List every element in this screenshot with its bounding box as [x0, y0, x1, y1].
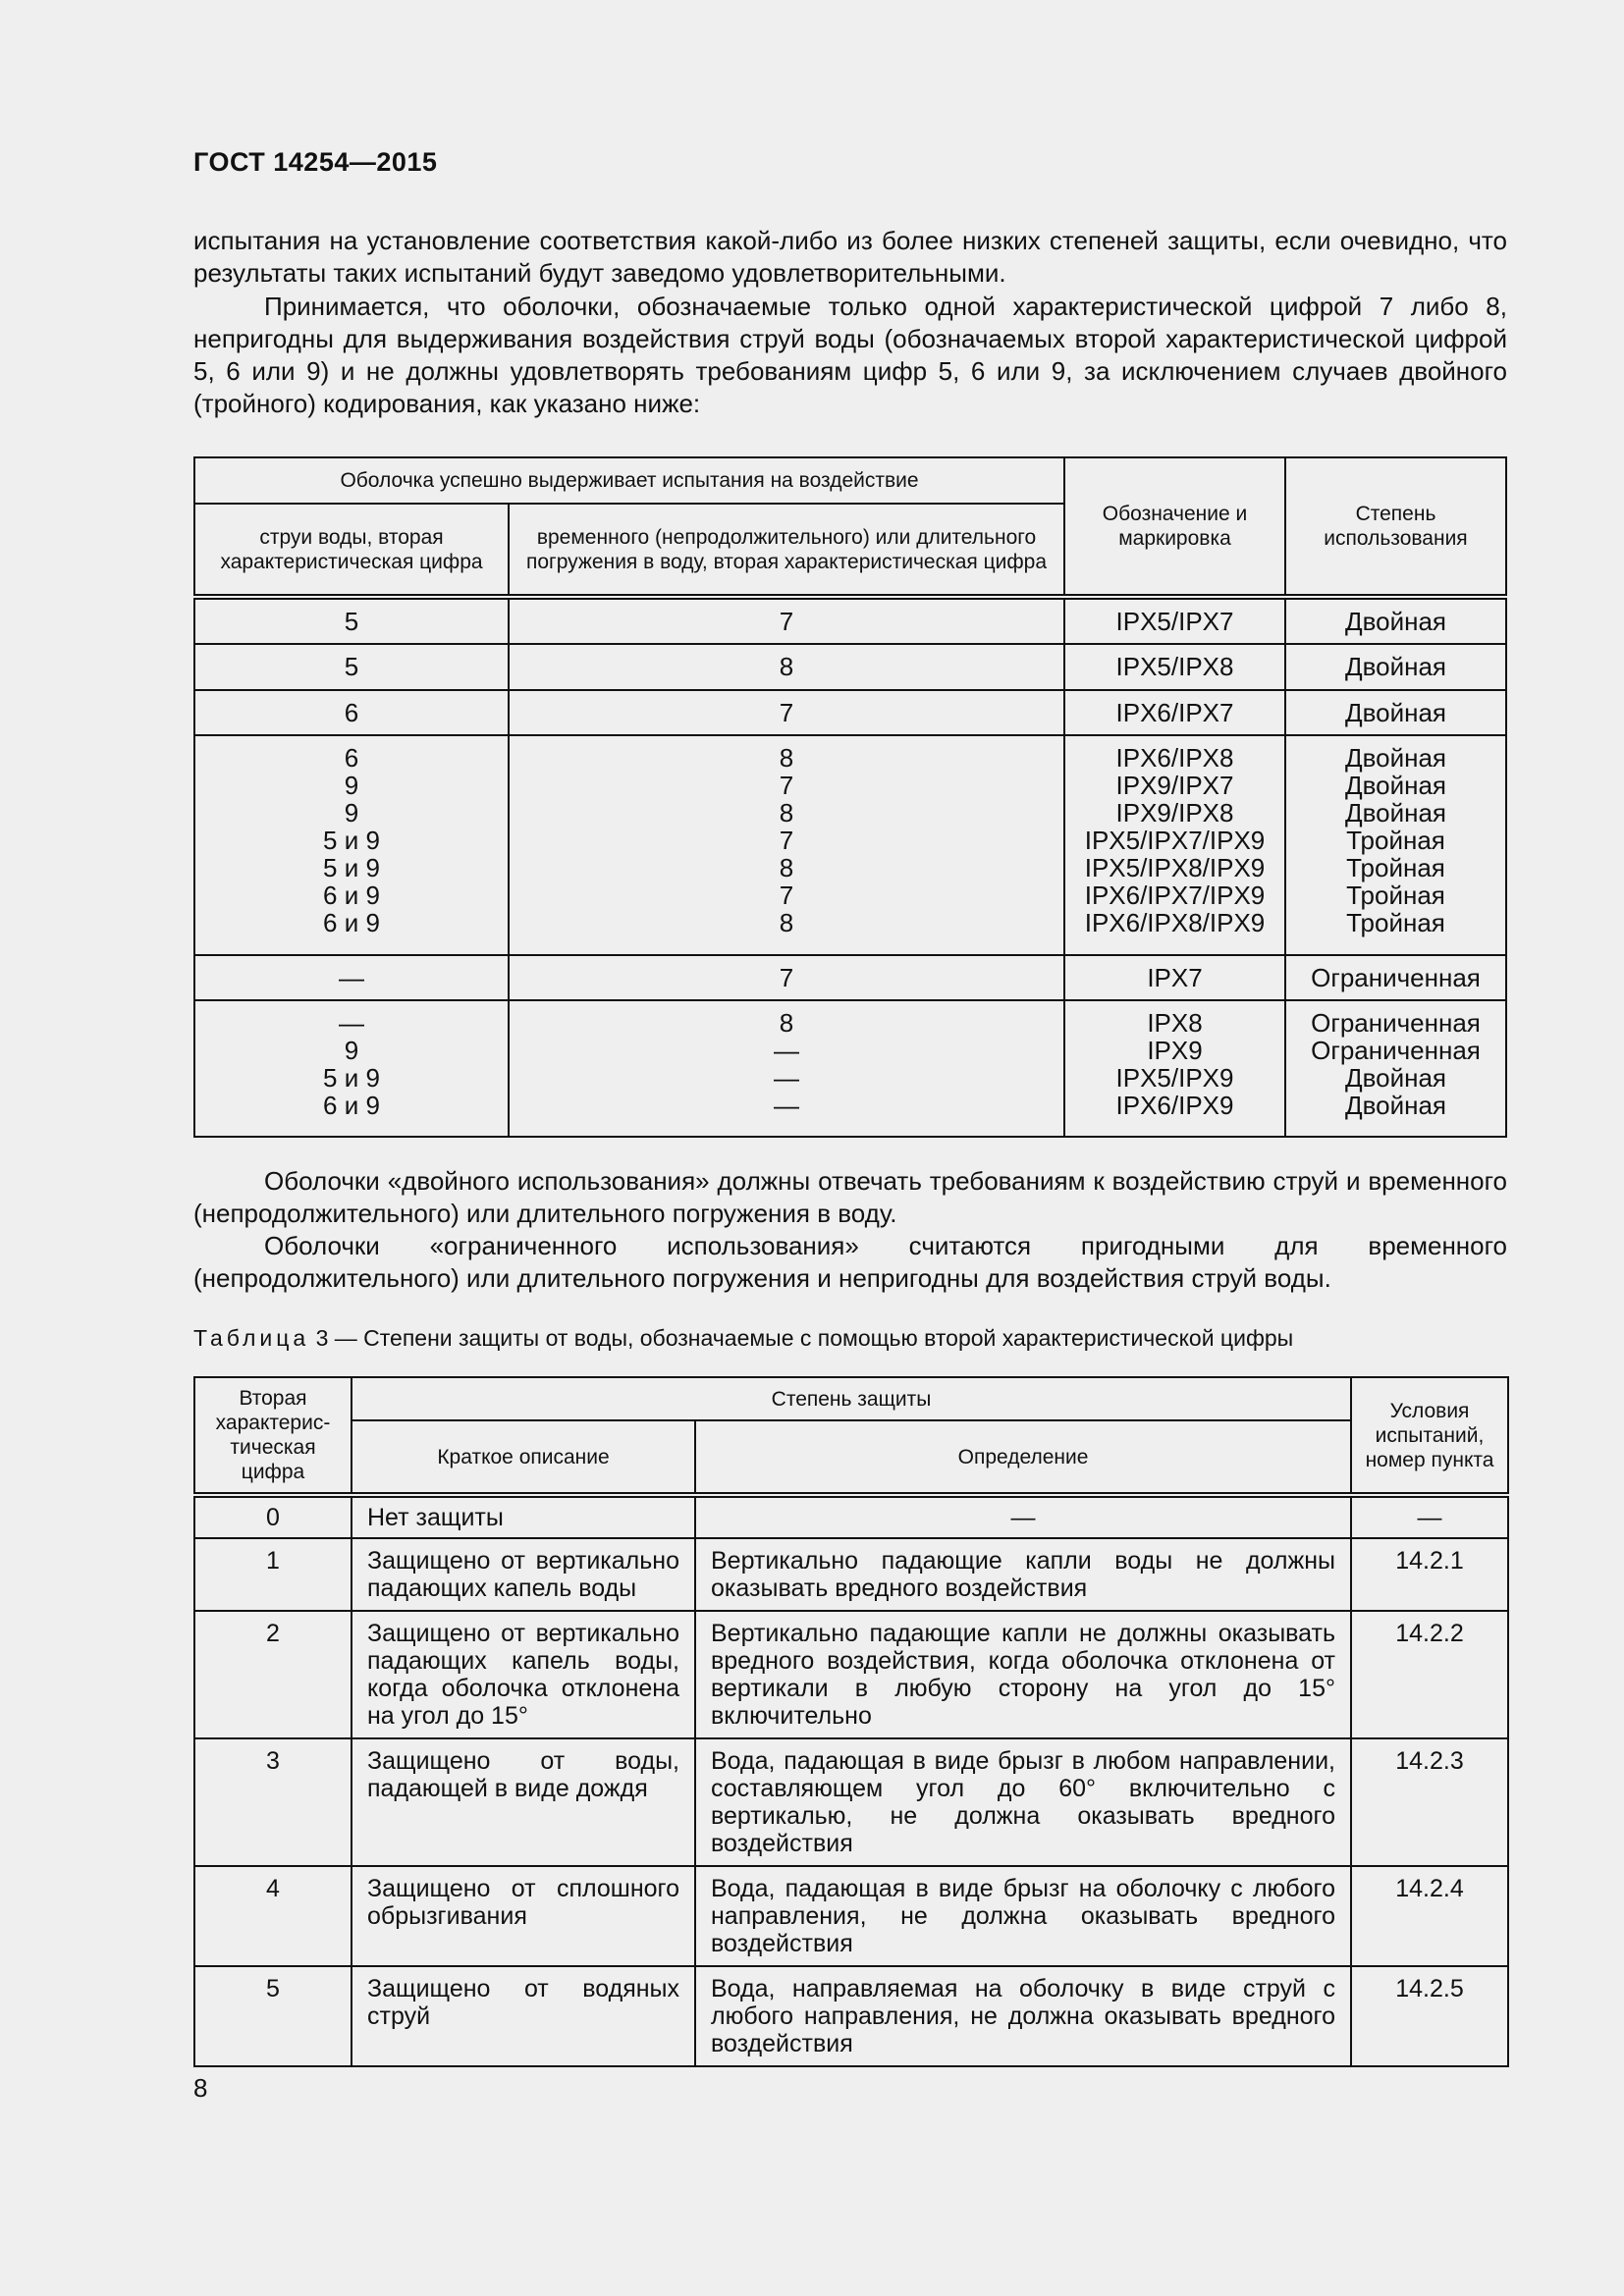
document-title: ГОСТ 14254—2015	[193, 147, 438, 177]
cell-def: Вертикально падающие капли воды не должны оказывать вредного воздействия	[695, 1538, 1351, 1611]
cell-line: 8	[779, 908, 794, 938]
cell-cond: 14.2.4	[1351, 1866, 1508, 1966]
table-row	[194, 1000, 1506, 1137]
cell-c1	[194, 955, 509, 1000]
cell-c4	[1285, 955, 1506, 1000]
cell-line: 6 и 9	[323, 1090, 380, 1120]
cell-def: Вода, падающая в виде брызг на оболочку с любого направления, не должна оказывать вредного воздействия	[695, 1866, 1351, 1966]
cell-brief: Защищено от сплошного обрызгивания	[352, 1866, 695, 1966]
cell-c1	[194, 735, 509, 954]
col-digit: Вторая характерис-тическая цифра	[194, 1377, 352, 1495]
col-designation: Обозначение и маркировка	[1064, 457, 1285, 597]
cell-c3	[1064, 1000, 1285, 1137]
table-row	[194, 1611, 1508, 1738]
cell-line: IPX6/IPX8/IPX9	[1084, 908, 1266, 938]
table-row	[194, 597, 1506, 644]
cell-digit: 5	[194, 1966, 352, 2066]
cell-def: Вертикально падающие капли не должны оказывать вредного воздействия, когда оболочка отклонена от вертикали в любую сторону на угол до 15° включительно	[695, 1611, 1351, 1738]
col-definition: Определение	[695, 1420, 1351, 1495]
col-immersion: временного (непродолжительного) или длительного погружения в воду, вторая характеристическая цифра	[509, 504, 1064, 597]
cell-line: Двойная	[1344, 798, 1446, 828]
cell-line: 5 и 9	[323, 826, 380, 856]
cell-c2	[509, 644, 1064, 689]
cell-line: Тройная	[1346, 853, 1445, 883]
cell-line: IPX8	[1147, 1007, 1203, 1038]
col-brief: Краткое описание	[352, 1420, 695, 1495]
cell-line: IPX9/IPX8	[1115, 798, 1234, 828]
table-row	[194, 644, 1506, 689]
cell-line: 5	[344, 607, 359, 636]
cell-line: 7	[779, 962, 794, 992]
cell-def: Вода, падающая в виде брызг в любом направлении, составляющем угол до 60° включительно с вертикалью, не должна оказывать вредного воздействия	[695, 1738, 1351, 1866]
cell-c2	[509, 735, 1064, 954]
cell-line: 6	[344, 697, 359, 727]
cell-c1	[194, 1000, 509, 1137]
cell-line: Двойная	[1344, 652, 1446, 682]
cell-def: —	[695, 1495, 1351, 1538]
cell-line: IPX5/IPX7	[1115, 607, 1234, 636]
cell-line: —	[339, 962, 364, 992]
paragraph-limited-use: Оболочки «ограниченного использования» считаются пригодными для временного (непродолжительного) или длительного погружения и непригодны для воздействия струй воды.	[193, 1231, 1507, 1293]
cell-line: Двойная	[1344, 697, 1446, 727]
cell-line: IPX6/IPX7	[1115, 697, 1234, 727]
cell-line: —	[774, 1090, 799, 1120]
cell-c4	[1285, 597, 1506, 644]
cell-c1	[194, 597, 509, 644]
cell-line: —	[774, 1035, 799, 1065]
cell-line: IPX9	[1147, 1035, 1203, 1065]
cell-c4	[1285, 644, 1506, 689]
cell-line: 7	[779, 881, 794, 911]
header-group: Оболочка успешно выдерживает испытания на воздействие	[194, 457, 1064, 504]
cell-line: 5 и 9	[323, 1062, 380, 1093]
cell-line: 6	[344, 743, 359, 774]
cell-line: IPX5/IPX9	[1115, 1062, 1234, 1093]
cell-c1	[194, 644, 509, 689]
cell-line: 8	[779, 1007, 794, 1038]
cell-c1	[194, 690, 509, 735]
table3-caption-text: 3 — Степени защиты от воды, обозначаемые с помощью второй характеристической цифры	[309, 1325, 1294, 1351]
cell-c3	[1064, 955, 1285, 1000]
table-row	[194, 1866, 1508, 1966]
cell-c4	[1285, 735, 1506, 954]
cell-line: Двойная	[1344, 743, 1446, 774]
cell-line: IPX5/IPX8/IPX9	[1084, 853, 1266, 883]
paragraph-enclosure-rules: Принимается, что оболочки, обозначаемые только одной характеристической цифрой 7 либо 8, непригодны для выдерживания воздействия струй воды (обозначаемых второй характеристической цифрой 5, 6 или 9) и не должны удовлетворять требованиям цифр 5, 6 или 9, за исключением случаев двойного (тройного) кодирования, как указано ниже:	[193, 292, 1507, 418]
cell-line: 8	[779, 798, 794, 828]
cell-digit: 0	[194, 1495, 352, 1538]
cell-digit: 3	[194, 1738, 352, 1866]
cell-digit: 4	[194, 1866, 352, 1966]
table3-caption-label: Таблица	[193, 1325, 310, 1351]
dual-coding-table	[193, 456, 1507, 1138]
cell-line: Двойная	[1344, 771, 1446, 801]
cell-line: Ограниченная	[1311, 1007, 1481, 1038]
cell-brief: Защищено от воды, падающей в виде дождя	[352, 1738, 695, 1866]
cell-line: Тройная	[1346, 826, 1445, 856]
cell-cond: 14.2.2	[1351, 1611, 1508, 1738]
cell-line: IPX5/IPX8	[1115, 652, 1234, 682]
cell-line: Тройная	[1346, 908, 1445, 938]
table-row	[194, 1738, 1508, 1866]
cell-cond: 14.2.5	[1351, 1966, 1508, 2066]
cell-line: 8	[779, 743, 794, 774]
cell-line: 5 и 9	[323, 853, 380, 883]
cell-line: 7	[779, 607, 794, 636]
table-row	[194, 1495, 1508, 1538]
cell-line: 8	[779, 652, 794, 682]
cell-c2	[509, 597, 1064, 644]
cell-line: Тройная	[1346, 881, 1445, 911]
cell-line: Двойная	[1344, 1062, 1446, 1093]
cell-line: 9	[344, 771, 359, 801]
cell-line: 7	[779, 697, 794, 727]
table3-caption	[193, 1325, 1293, 1352]
cell-line: —	[339, 1007, 364, 1038]
col-usage: Степень использования	[1285, 457, 1506, 597]
cell-cond: 14.2.3	[1351, 1738, 1508, 1866]
cell-line: 6 и 9	[323, 881, 380, 911]
cell-line: Двойная	[1344, 607, 1446, 636]
cell-c4	[1285, 690, 1506, 735]
cell-line: 5	[344, 652, 359, 682]
cell-line: 6 и 9	[323, 908, 380, 938]
cell-line: IPX5/IPX7/IPX9	[1084, 826, 1266, 856]
cell-line: 7	[779, 826, 794, 856]
cell-def: Вода, направляемая на оболочку в виде струй с любого направления, не должна оказывать вредного воздействия	[695, 1966, 1351, 2066]
cell-c3	[1064, 735, 1285, 954]
cell-line: Двойная	[1344, 1090, 1446, 1120]
cell-c3	[1064, 690, 1285, 735]
cell-brief: Защищено от водяных струй	[352, 1966, 695, 2066]
cell-c4	[1285, 1000, 1506, 1137]
cell-brief: Защищено от вертикально падающих капель воды	[352, 1538, 695, 1611]
cell-c3	[1064, 644, 1285, 689]
cell-c2	[509, 690, 1064, 735]
cell-line: —	[774, 1062, 799, 1093]
cell-line: IPX6/IPX8	[1115, 743, 1234, 774]
cell-digit: 1	[194, 1538, 352, 1611]
cell-c3	[1064, 597, 1285, 644]
cell-line: 9	[344, 798, 359, 828]
cell-line: IPX7	[1147, 962, 1203, 992]
cell-c2	[509, 1000, 1064, 1137]
cell-line: Ограниченная	[1311, 962, 1481, 992]
cell-cond: —	[1351, 1495, 1508, 1538]
cell-line: IPX9/IPX7	[1115, 771, 1234, 801]
table-row	[194, 955, 1506, 1000]
paragraph-continuation: испытания на установление соответствия какой-либо из более низких степеней защиты, если очевидно, что результаты таких испытаний будут заведомо удовлетворительными.	[193, 226, 1507, 288]
table-row	[194, 1538, 1508, 1611]
cell-line: 9	[344, 1035, 359, 1065]
paragraph-dual-use: Оболочки «двойного использования» должны отвечать требованиям к воздействию струй и временного (непродолжительного) или длительного погружения в воду.	[193, 1166, 1507, 1228]
page-number: 8	[193, 2073, 208, 2103]
cell-c2	[509, 955, 1064, 1000]
col-group-protection: Степень защиты	[352, 1377, 1351, 1420]
col-jets: струи воды, вторая характеристическая цифра	[194, 504, 509, 597]
col-conditions: Условия испытаний, номер пункта	[1351, 1377, 1508, 1495]
table-row	[194, 1966, 1508, 2066]
cell-brief: Нет защиты	[352, 1495, 695, 1538]
cell-line: 7	[779, 771, 794, 801]
table-row	[194, 735, 1506, 954]
cell-line: IPX6/IPX7/IPX9	[1084, 881, 1266, 911]
cell-line: 8	[779, 853, 794, 883]
cell-line: Ограниченная	[1311, 1035, 1481, 1065]
table-row	[194, 690, 1506, 735]
cell-brief: Защищено от вертикально падающих капель воды, когда оболочка отклонена на угол до 15°	[352, 1611, 695, 1738]
protection-degree-table	[193, 1376, 1509, 2067]
cell-line: IPX6/IPX9	[1115, 1090, 1234, 1120]
cell-cond: 14.2.1	[1351, 1538, 1508, 1611]
cell-digit: 2	[194, 1611, 352, 1738]
